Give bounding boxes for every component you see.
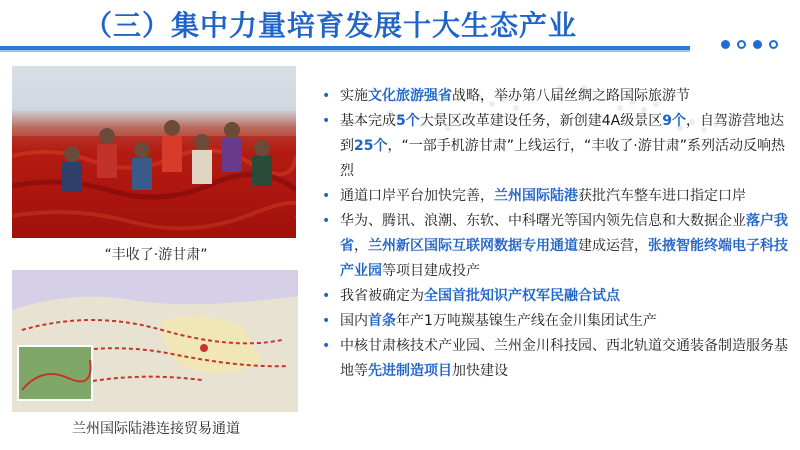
- highlight-text: 25个: [354, 138, 388, 154]
- pager-dots: [721, 40, 778, 49]
- highlight-text: 兰州国际陆港: [494, 188, 578, 204]
- bullet-text: 加快建设: [452, 363, 508, 379]
- bullet-dot-icon: •: [322, 213, 331, 229]
- bullet-item: [318, 284, 788, 309]
- dot-icon: [753, 40, 762, 49]
- highlight-text: 全国首批知识产权军民融合试点: [424, 288, 620, 304]
- title-rule-accent: [0, 50, 690, 52]
- bullet-dot-icon: •: [322, 338, 331, 354]
- page-title: （三）集中力量培育发展十大生态产业: [84, 9, 578, 42]
- bullet-item: [318, 309, 788, 334]
- highlight-text: 首条: [368, 313, 396, 329]
- bullet-text: 中核甘肃核技术产业园、兰州金川科技园、西北轨道交通装备制造服务基地等: [340, 338, 788, 379]
- bullet-text: 我省被确定为: [340, 288, 424, 304]
- bullet-text: 通道口岸平台加快完善，: [340, 188, 494, 204]
- dot-icon: [769, 40, 778, 49]
- bullet-dot-icon: •: [322, 288, 331, 304]
- highlight-text: 兰州新区国际互联网数据专用通道: [368, 238, 578, 254]
- bullet-text: 等项目建成投产: [382, 263, 480, 279]
- bullet-dot-icon: •: [322, 113, 331, 129]
- bullet-text: 获批汽车整车进口指定口岸: [578, 188, 746, 204]
- highlight-text: 9个: [662, 113, 686, 129]
- bullet-item: [318, 109, 788, 184]
- highlight-text: 文化旅游强省: [368, 88, 452, 104]
- bullet-text: 战略，举办第八届丝绸之路国际旅游节: [452, 88, 690, 104]
- bullet-dot-icon: •: [322, 88, 331, 104]
- bullet-item: [318, 334, 788, 384]
- highlight-text: 5个: [396, 113, 420, 129]
- trade-route-map: [12, 270, 298, 412]
- bullet-text: ，: [354, 238, 368, 254]
- bullet-text: 建成运营，: [578, 238, 648, 254]
- bullet-text: 国内: [340, 313, 368, 329]
- bullet-item: [318, 84, 788, 109]
- highlight-text: 张掖智能终端电子科技产业园: [340, 238, 788, 279]
- harvest-photo-caption: “丰收了·游甘肃”: [104, 247, 208, 263]
- bullet-text: 实施: [340, 88, 368, 104]
- bullet-text: 华为、腾讯、浪潮、东软、中科曙光等国内领先信息和大数据企业: [340, 213, 746, 229]
- highlight-text: 先进制造项目: [368, 363, 452, 379]
- bullet-text: ，“一部手机游甘肃”上线运行，“丰收了·游甘肃”系列活动反响热烈: [340, 138, 785, 179]
- bullet-list: [318, 84, 788, 384]
- bullet-text: 大景区改革建设任务，新创建4A级景区: [419, 113, 663, 129]
- bullet-item: [318, 209, 788, 284]
- bullet-text: 基本完成: [340, 113, 396, 129]
- dot-icon: [721, 40, 730, 49]
- bullet-dot-icon: •: [322, 188, 331, 204]
- trade-route-caption: 兰州国际陆港连接贸易通道: [72, 421, 240, 437]
- bullet-dot-icon: •: [322, 313, 331, 329]
- bullet-text: ，自驾游营地达到: [340, 113, 784, 154]
- harvest-photo: [12, 66, 296, 238]
- highlight-text: 落户我省: [340, 213, 788, 254]
- chili-pattern: [12, 136, 296, 238]
- bullet-text: 年产1万吨羰基镍生产线在金川集团试生产: [396, 313, 657, 329]
- bullet-item: [318, 184, 788, 209]
- dot-icon: [737, 40, 746, 49]
